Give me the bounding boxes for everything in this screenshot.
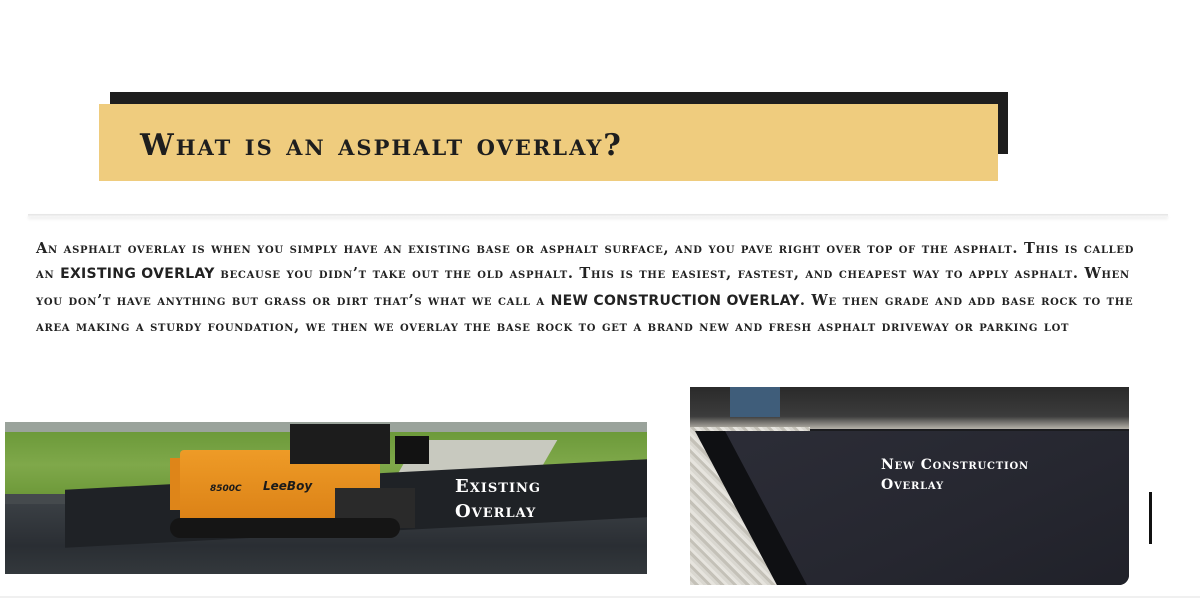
paver-brand-label: LeeBoy: [263, 479, 313, 493]
paver-model-label: 8500C: [210, 484, 242, 494]
caption-line: Overlay: [881, 477, 944, 493]
new-construction-overlay-term: NEW CONSTRUCTION OVERLAY: [550, 292, 800, 309]
new-construction-overlay-caption: [881, 455, 1101, 495]
caption-line: Overlay: [455, 501, 537, 522]
paver-cab: [290, 424, 390, 464]
bottom-divider: [0, 596, 1200, 598]
body-paragraph: [36, 236, 1146, 340]
body-text-part-1: An asphalt overlay is when you simply have an existing base or asphalt surface, and you pave right over top of the asphalt. This is called an: [36, 240, 1135, 283]
existing-overlay-caption: [455, 474, 595, 524]
body-text-part-3: . We then grade and add base rock to the area making a sturdy foundation, we then we overlay the base rock to get a brand new and fresh asphalt driveway or parking lot: [36, 291, 1134, 336]
text-cursor: [1149, 492, 1152, 544]
caption-line: Existing: [455, 476, 542, 497]
existing-overlay-term: EXISTING OVERLAY: [60, 266, 215, 283]
section-divider: [28, 214, 1168, 217]
body-text-part-2: because you didn’t take out the old asphalt. This is the easiest, fastest, and cheapest way to apply asphalt. When you don’t have anything but grass or dirt that’s what we call a: [36, 265, 1130, 309]
caption-line: New Construction: [881, 457, 1029, 473]
page-title: What is an asphalt overlay?: [140, 128, 623, 163]
paver-seat: [395, 436, 429, 464]
paver-track: [170, 518, 400, 538]
